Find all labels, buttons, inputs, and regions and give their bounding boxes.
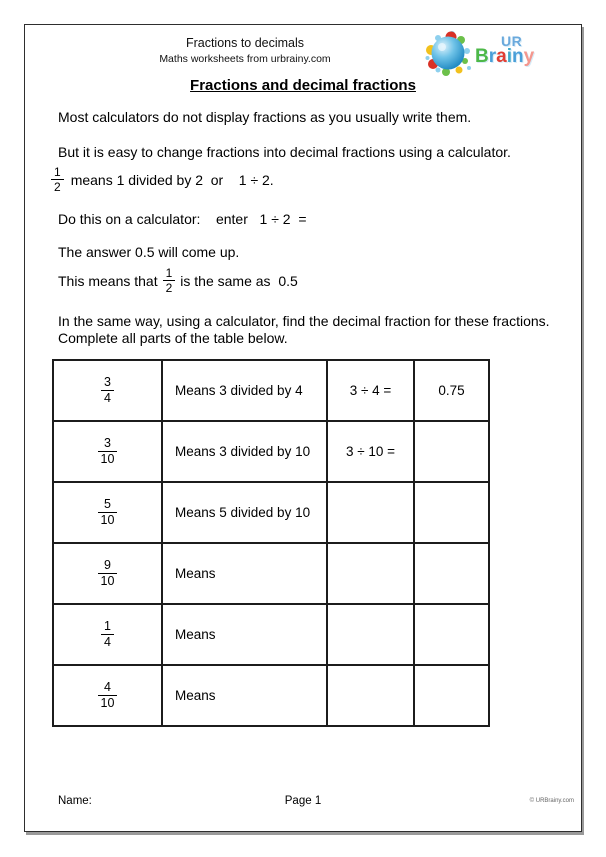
cell-calculation: 3 ÷ 4 = bbox=[327, 360, 414, 421]
cell-means: Means bbox=[162, 543, 327, 604]
paragraph-answer: The answer 0.5 will come up. bbox=[58, 244, 240, 260]
means-before-text: This means that bbox=[58, 272, 158, 289]
fraction-numerator: 3 bbox=[104, 375, 111, 389]
fraction-one-half bbox=[163, 266, 176, 295]
fraction bbox=[98, 680, 118, 711]
logo-bubbles-icon bbox=[425, 28, 473, 76]
fraction-denominator: 2 bbox=[51, 179, 64, 194]
cell-means: Means bbox=[162, 665, 327, 726]
table-row bbox=[53, 665, 489, 726]
paragraph-intro-1: Most calculators do not display fractions as you usually write them. bbox=[58, 109, 472, 125]
fraction bbox=[98, 436, 118, 467]
logo-letter: n bbox=[512, 46, 524, 67]
fraction-denominator: 2 bbox=[163, 280, 176, 295]
fraction-denominator: 4 bbox=[101, 390, 114, 406]
cell-means: Means bbox=[162, 604, 327, 665]
paragraph-means bbox=[58, 266, 298, 295]
fraction-denominator: 10 bbox=[98, 451, 118, 467]
fraction-numerator: 3 bbox=[104, 436, 111, 450]
cell-answer bbox=[414, 665, 489, 726]
cell-answer bbox=[414, 421, 489, 482]
cell-calculation: 3 ÷ 10 = bbox=[327, 421, 414, 482]
fraction-denominator: 10 bbox=[98, 573, 118, 589]
fraction-denominator: 4 bbox=[101, 634, 114, 650]
paragraph-task bbox=[58, 313, 550, 346]
fraction bbox=[98, 558, 118, 589]
page-heading: Fractions and decimal fractions bbox=[190, 77, 416, 94]
fraction-one-half bbox=[51, 165, 64, 194]
fraction-numerator: 4 bbox=[104, 680, 111, 694]
fraction bbox=[101, 375, 114, 406]
worksheet-source: Maths worksheets from urbrainy.com bbox=[159, 53, 331, 65]
urbrainy-logo bbox=[423, 27, 573, 77]
fraction-denominator: 10 bbox=[98, 695, 118, 711]
table-row bbox=[53, 421, 489, 482]
cell-answer bbox=[414, 543, 489, 604]
logo-letter: y bbox=[523, 46, 535, 67]
cell-answer bbox=[414, 482, 489, 543]
worksheet-page bbox=[24, 24, 582, 832]
paragraph-fraction-example bbox=[51, 165, 274, 194]
fraction-numerator: 1 bbox=[165, 266, 173, 280]
cell-calculation bbox=[327, 604, 414, 665]
name-label: Name: bbox=[58, 795, 92, 807]
cell-fraction bbox=[53, 604, 162, 665]
table-row bbox=[53, 604, 489, 665]
paragraph-intro-2: But it is easy to change fractions into decimal fractions using a calculator. bbox=[58, 144, 511, 160]
cell-fraction bbox=[53, 482, 162, 543]
fraction-numerator: 1 bbox=[104, 619, 111, 633]
means-after-text: is the same as 0.5 bbox=[180, 272, 298, 289]
cell-fraction bbox=[53, 543, 162, 604]
cell-fraction bbox=[53, 665, 162, 726]
logo-letter: a bbox=[496, 46, 507, 67]
logo-letter: i bbox=[506, 46, 512, 67]
fraction bbox=[98, 497, 118, 528]
cell-calculation bbox=[327, 665, 414, 726]
cell-calculation bbox=[327, 482, 414, 543]
logo-letter: B bbox=[475, 46, 489, 67]
fraction-example-text: means 1 divided by 2 or 1 ÷ 2. bbox=[70, 171, 274, 188]
paragraph-calculator-instruction: Do this on a calculator: enter 1 ÷ 2 = bbox=[58, 211, 307, 227]
logo-letter: r bbox=[488, 46, 497, 67]
logo-brainy-text bbox=[475, 46, 534, 68]
table-row bbox=[53, 482, 489, 543]
fraction bbox=[101, 619, 114, 650]
copyright-text: © URBrainy.com bbox=[529, 798, 574, 804]
cell-means: Means 3 divided by 10 bbox=[162, 421, 327, 482]
task-line-2: Complete all parts of the table below. bbox=[58, 329, 288, 346]
page-number: Page 1 bbox=[284, 795, 322, 807]
cell-means: Means 3 divided by 4 bbox=[162, 360, 327, 421]
task-line-1: In the same way, using a calculator, find the decimal fraction for these fractions. bbox=[58, 313, 550, 329]
cell-calculation bbox=[327, 543, 414, 604]
fraction-numerator: 1 bbox=[54, 165, 61, 179]
cell-means: Means 5 divided by 10 bbox=[162, 482, 327, 543]
fraction-numerator: 5 bbox=[104, 497, 111, 511]
fractions-table bbox=[52, 359, 490, 727]
cell-fraction bbox=[53, 421, 162, 482]
worksheet-title: Fractions to decimals bbox=[185, 36, 305, 50]
cell-answer: 0.75 bbox=[414, 360, 489, 421]
fraction-denominator: 10 bbox=[98, 512, 118, 528]
table-row bbox=[53, 543, 489, 604]
logo-ur-text: UR bbox=[501, 33, 523, 49]
cell-fraction bbox=[53, 360, 162, 421]
cell-answer bbox=[414, 604, 489, 665]
table-row bbox=[53, 360, 489, 421]
fraction-numerator: 9 bbox=[104, 558, 111, 572]
